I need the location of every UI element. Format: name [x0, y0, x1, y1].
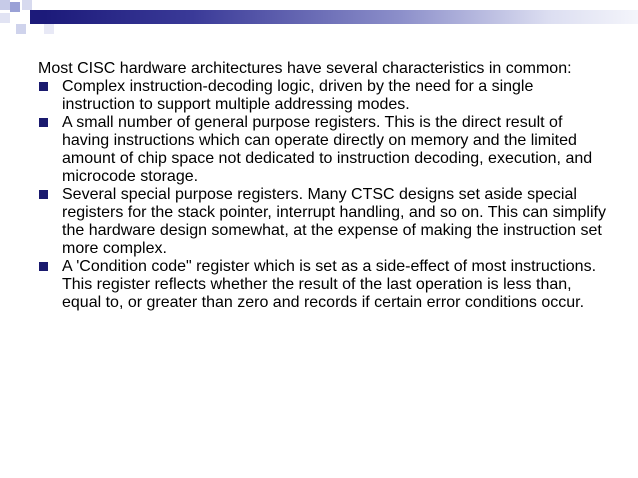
list-item	[38, 114, 610, 186]
decor-square	[10, 2, 20, 12]
decor-square	[0, 13, 10, 23]
decor-square	[44, 24, 54, 34]
square-bullet-icon	[39, 82, 48, 91]
list-item	[38, 258, 610, 312]
decor-square	[22, 0, 32, 10]
bullet-list	[38, 78, 610, 312]
square-bullet-icon	[39, 190, 48, 199]
bullet-text: Complex instruction-decoding logic, driven by the need for a single instruction to support multiple addressing modes.	[62, 78, 534, 113]
decor-square	[0, 0, 10, 10]
header-decoration	[0, 0, 638, 40]
decor-square	[30, 10, 44, 24]
bullet-text: A 'Condition code" register which is set as a side-effect of most instructions. This register reflects whether the result of the last operation is less than, equal to, or greater than zero and records if certain error conditions occur.	[62, 258, 597, 311]
intro-text: Most CISC hardware architectures have several characteristics in common:	[38, 60, 572, 77]
bullet-text: A small number of general purpose registers. This is the direct result of having instructions which can operate directly on memory and the limited amount of chip space not dedicated to instruction decoding, execution, and microcode storage.	[62, 114, 593, 185]
bullet-text: Several special purpose registers. Many CTSC designs set aside special registers for the stack pointer, interrupt handling, and so on. This can simplify the hardware design somewhat, at the expense of making the instruction set more complex.	[62, 186, 606, 257]
header-gradient-bar	[44, 10, 638, 24]
list-item	[38, 78, 610, 114]
list-item	[38, 186, 610, 258]
decor-square	[16, 24, 26, 34]
square-bullet-icon	[39, 118, 48, 127]
square-bullet-icon	[39, 262, 48, 271]
slide-body	[38, 60, 610, 312]
